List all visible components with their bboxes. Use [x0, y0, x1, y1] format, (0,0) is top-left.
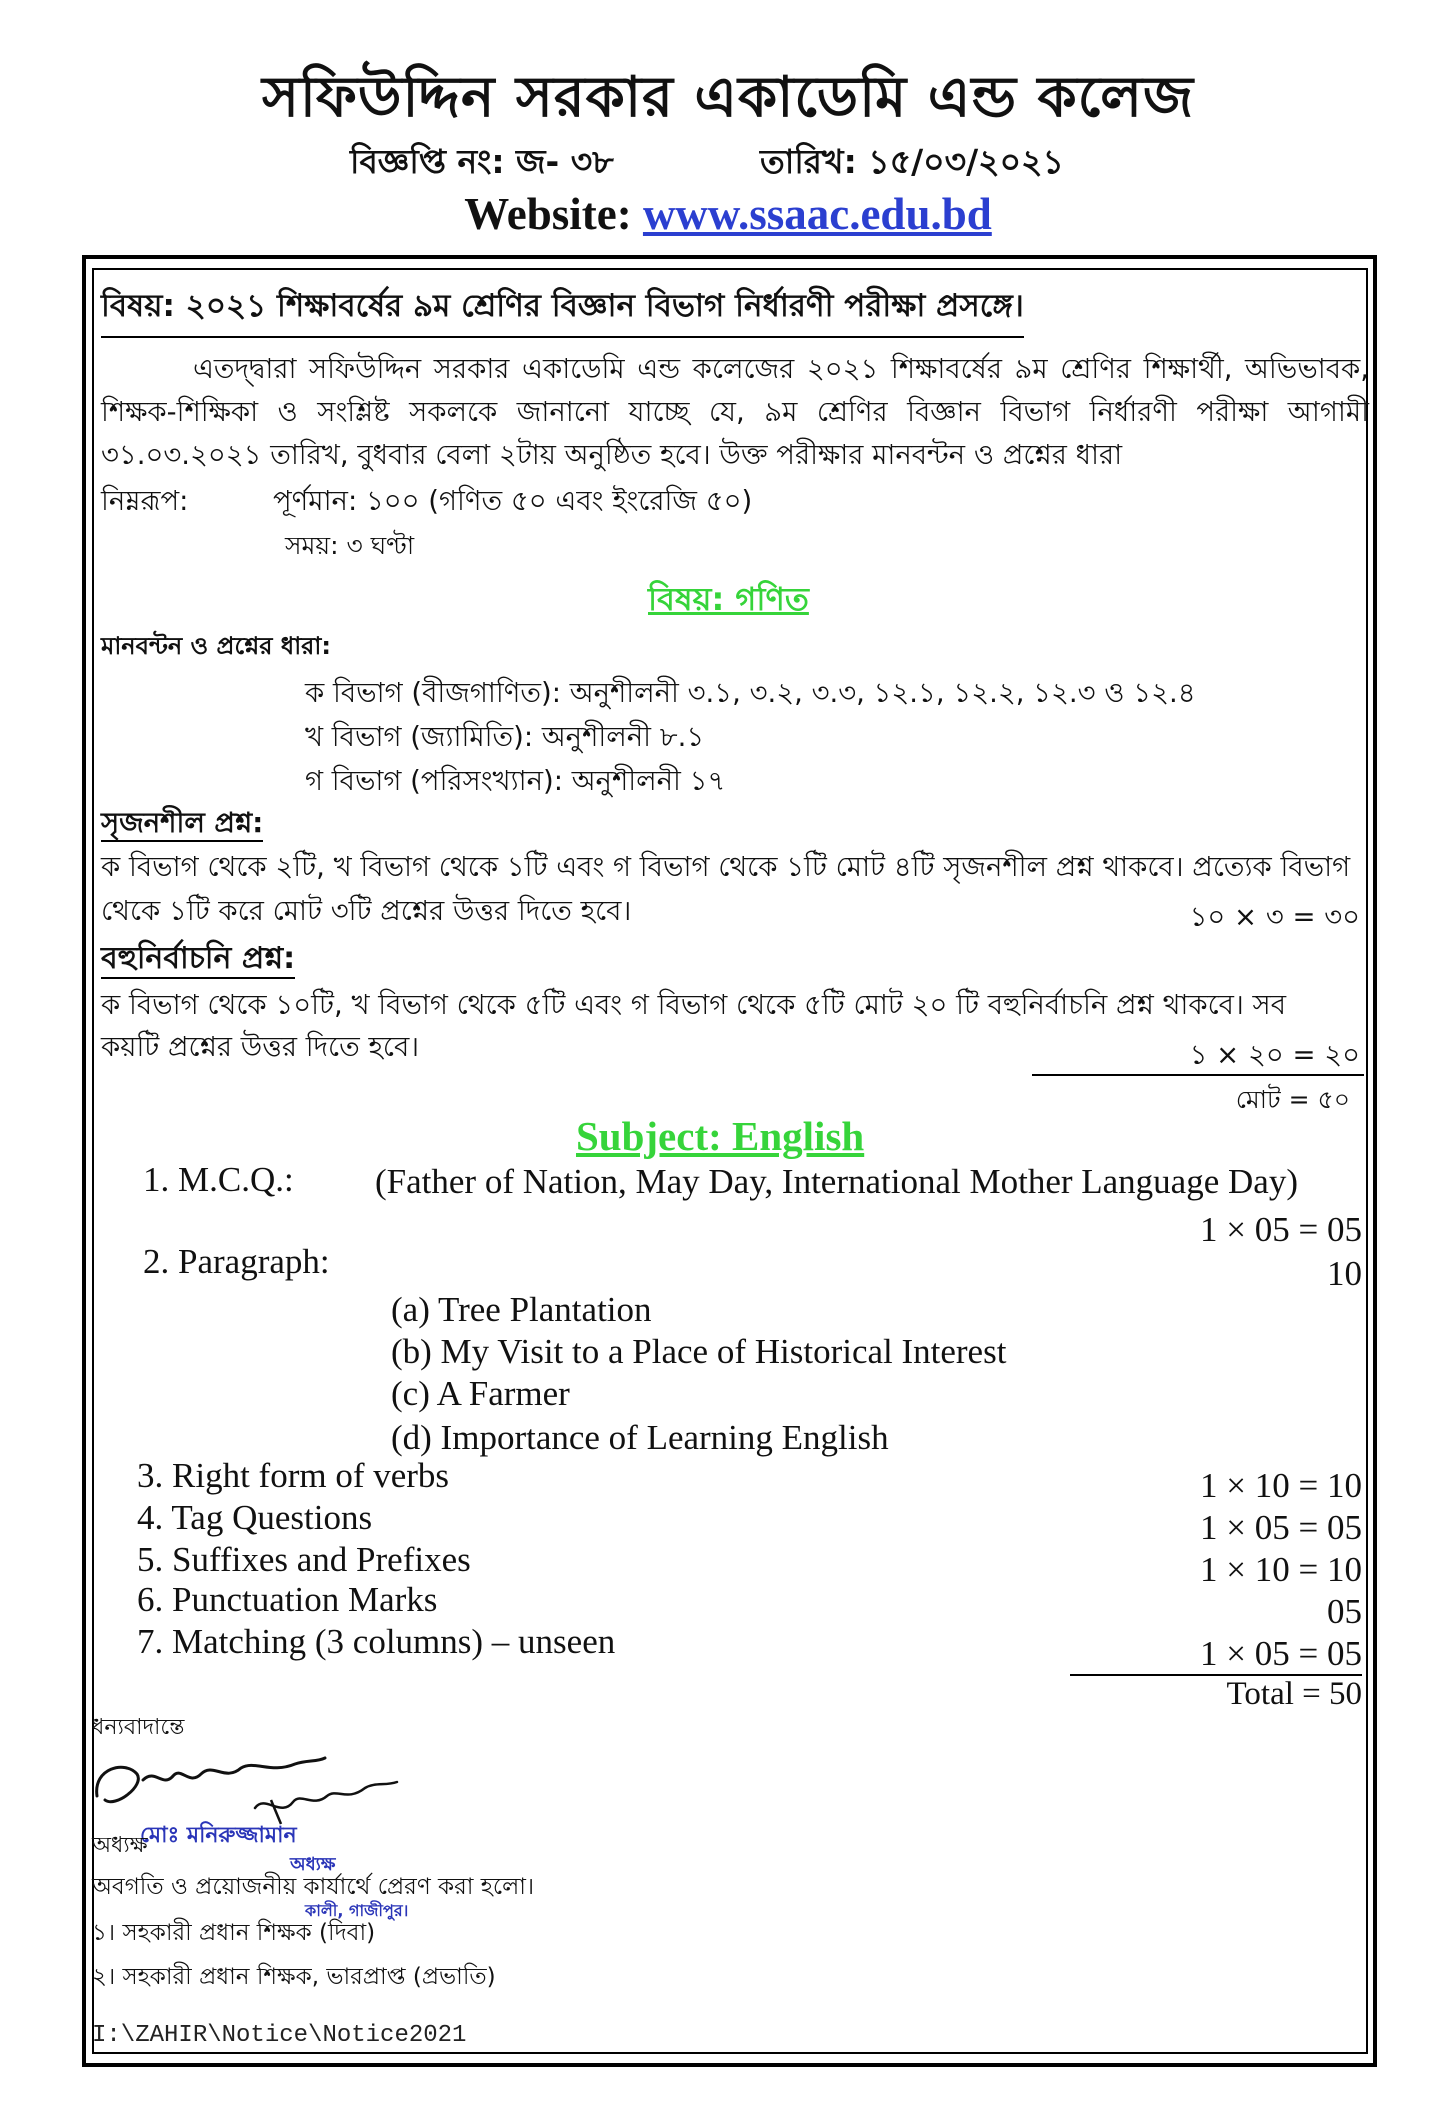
paragraph-option-c: (c) A Farmer [391, 1374, 570, 1413]
stamp-place: কালী, গাজীপুর। [305, 1901, 409, 1920]
english-paragraph-label: 2. Paragraph: [143, 1242, 330, 1281]
english-mcq-label: 1. M.C.Q.: [143, 1160, 294, 1199]
creative-line-1: ক বিভাগ থেকে ২টি, খ বিভাগ থেকে ১টি এবং গ বিভাগ থেকে ১টি মোট ৪টি সৃজনশীল প্রশ্ন থাকবে। প্রত্যেক বিভাগ [101, 851, 1351, 883]
math-section-ka: ক বিভাগ (বীজগাণিত): অনুশীলনী ৩.১, ৩.২, ৩.৩, ১২.১, ১২.২, ১২.৩ ও ১২.৪ [305, 677, 1196, 709]
principal-label: অধ্যক্ষ [92, 1833, 148, 1858]
signature-date [245, 1752, 249, 1753]
website-line [0, 188, 1456, 240]
notice-date: তারিখ: ১৫/০৩/২০২১ [760, 142, 1064, 181]
stamp-title: অধ্যক্ষ [290, 1854, 336, 1875]
creative-heading: সৃজনশীল প্রশ্ন: [101, 807, 263, 842]
recipient-1: ১। সহকারী প্রধান শিক্ষক (দিবা) [92, 1920, 376, 1946]
english-item-3-marks: 1 × 10 = 10 [1200, 1466, 1362, 1505]
english-item-5: 5. Suffixes and Prefixes [137, 1540, 471, 1579]
math-total: মোট = ৫০ [1235, 1085, 1350, 1114]
creative-line-2: থেকে ১টি করে মোট ৩টি প্রশ্নের উত্তর দিতে হবে। [101, 895, 632, 927]
institution-name: সফিউদ্দিন সরকার একাডেমি এন্ড কলেজ [261, 65, 1195, 130]
mcq-marks: ১ × ২০ = ২০ [1189, 1039, 1360, 1071]
notice-number: বিজ্ঞপ্তি নং: জ- ৩৮ [350, 142, 614, 181]
mcq-line-2: কয়টি প্রশ্নের উত্তর দিতে হবে। [101, 1031, 420, 1063]
english-item-7-marks: 1 × 05 = 05 [1200, 1634, 1362, 1673]
paragraph-option-a: (a) Tree Plantation [391, 1290, 652, 1329]
recipient-2: ২। সহকারী প্রধান শিক্ষক, ভারপ্রাপ্ত (প্রভাতি) [92, 1964, 496, 1990]
english-heading: Subject: English [576, 1113, 865, 1159]
exam-info-label: নিম্নরূপ: [101, 485, 189, 517]
thanks-text: ধন্যবাদান্তে [92, 1715, 185, 1740]
english-item-4: 4. Tag Questions [137, 1498, 373, 1537]
math-heading: বিষয়: গণিত [648, 580, 809, 618]
mcq-line-1: ক বিভাগ থেকে ১০টি, খ বিভাগ থেকে ৫টি এবং গ বিভাগ থেকে ৫টি মোট ২০ টি বহুনির্বাচনি প্রশ্ন থাকবে। সব [101, 989, 1286, 1021]
notice-subject: বিষয়: ২০২১ শিক্ষাবর্ষের ৯ম শ্রেণির বিজ্ঞান বিভাগ নির্ধারণী পরীক্ষা প্রসঙ্গে। [101, 282, 1024, 338]
file-path: I:\ZAHIR\Notice\Notice2021 [92, 2022, 467, 2049]
english-total: Total = 50 [1226, 1676, 1362, 1712]
mcq-heading: বহুনির্বাচনি প্রশ্ন: [101, 941, 295, 979]
english-mcq-topics: (Father of Nation, May Day, International Mother Language Day) [375, 1162, 1298, 1201]
english-item-6-marks: 05 [1327, 1592, 1362, 1631]
stamp-name: মোঃ মনিরুজ্জামান [140, 1823, 297, 1848]
english-mcq-marks: 1 × 05 = 05 [1200, 1210, 1362, 1249]
math-section-kha: খ বিভাগ (জ্যামিতি): অনুশীলনী ৮.১ [305, 721, 705, 753]
english-item-5-marks: 1 × 10 = 10 [1200, 1550, 1362, 1589]
paragraph-option-d: (d) Importance of Learning English [391, 1418, 889, 1457]
english-paragraph-marks: 10 [1327, 1254, 1362, 1293]
math-total-rule [1032, 1074, 1364, 1076]
creative-marks: ১০ × ৩ = ৩০ [1189, 901, 1360, 933]
full-marks: পূর্ণমান: ১০০ (গণিত ৫০ এবং ইংরেজি ৫০) [273, 485, 753, 517]
paragraph-option-b: (b) My Visit to a Place of Historical Interest [391, 1332, 1007, 1371]
english-item-4-marks: 1 × 05 = 05 [1200, 1508, 1362, 1547]
english-item-3: 3. Right form of verbs [137, 1456, 450, 1495]
english-item-7: 7. Matching (3 columns) – unseen [137, 1622, 616, 1661]
website-label: Website: [464, 189, 632, 239]
intro-paragraph: এতদ্দ্বারা সফিউদ্দিন সরকার একাডেমি এন্ড কলেজের ২০২১ শিক্ষাবর্ষের ৯ম শ্রেণির শিক্ষার্থী, অভিভাবক, শিক্ষক-শিক্ষিকা ও সংশ্লিষ্ট সকলকে জানানো যাচ্ছে যে, ৯ম শ্রেণির বিজ্ঞান বিভাগ নির্ধারণী পরীক্ষা আগামী ৩১.০৩.২০২১ তারিখ, বুধবার বেলা ২টায় অনুষ্ঠিত হবে। উক্ত পরীক্ষার মানবন্টন ও প্রশ্নের ধারা [101, 353, 1369, 471]
distribution-heading: মানবন্টন ও প্রশ্নের ধারা: [101, 632, 331, 660]
website-link[interactable]: www.ssaac.edu.bd [642, 189, 992, 239]
english-item-6: 6. Punctuation Marks [137, 1580, 438, 1619]
forward-text: অবগতি ও প্রয়োজনীয় কার্যার্থে প্রেরণ করা হলো। [92, 1874, 535, 1900]
signature-text [245, 1740, 252, 1741]
exam-time: সময়: ৩ ঘণ্টা [285, 531, 415, 560]
math-section-ga: গ বিভাগ (পরিসংখ্যান): অনুশীলনী ১৭ [305, 765, 726, 797]
